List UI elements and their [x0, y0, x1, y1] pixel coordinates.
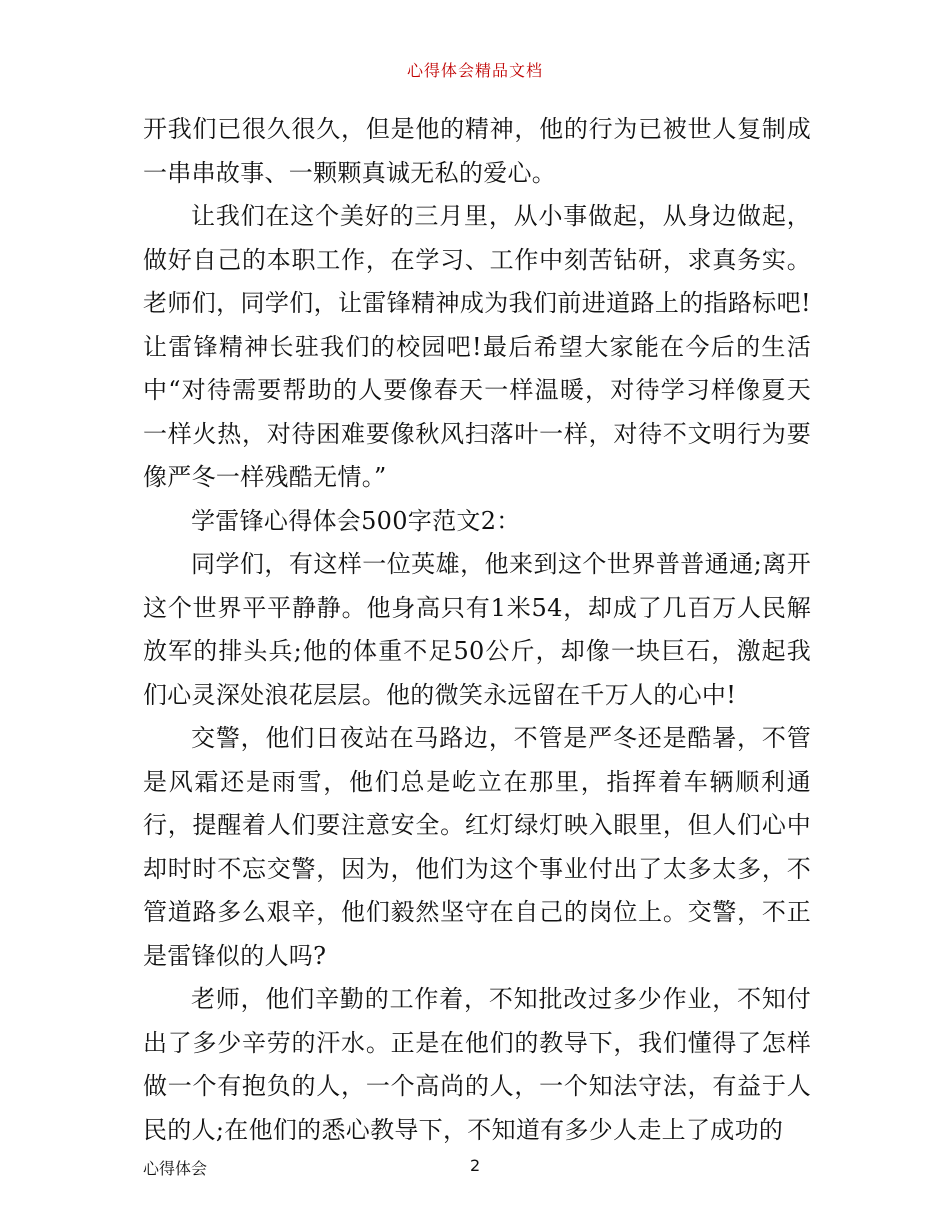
page-number: 2	[470, 1156, 481, 1175]
paragraph-continued: 开我们已很久很久，但是他的精神，他的行为已被世人复制成一串串故事、一颗颗真诚无私的爱心。	[143, 115, 811, 187]
paragraph: 交警，他们日夜站在马路边，不管是严冬还是酷暑，不管是风霜还是雨雪，他们总是屹立在那里，指挥着车辆顺利通行，提醒着人们要注意安全。红灯绿灯映入眼里，但人们心中却时时不忘交警，因为，他们为这个事业付出了太多太多，不管道路多么艰辛，他们毅然坚守在自己的岗位上。交警，不正是雷锋似的人吗?	[143, 724, 811, 970]
page-header-title: 心得体会精品文档	[406, 61, 543, 80]
paragraph: 老师，他们辛勤的工作着，不知批改过多少作业，不知付出了多少辛劳的汗水。正是在他们的教导下，我们懂得了怎样做一个有抱负的人，一个高尚的人，一个知法守法，有益于人民的人;在他们的悉心教导下，不知道有多少人走上了成功的	[143, 985, 811, 1144]
document-body	[143, 108, 811, 1152]
page-footer	[143, 1156, 811, 1180]
section-heading: 学雷锋心得体会500字范文2：	[191, 506, 521, 535]
paragraph: 让我们在这个美好的三月里，从小事做起，从身边做起，做好自己的本职工作，在学习、工作中刻苦钻研，求真务实。老师们，同学们，让雷锋精神成为我们前进道路上的指路标吧!让雷锋精神长驻我们的校园吧!最后希望大家能在今后的生活中“对待需要帮助的人要像春天一样温暖，对待学习样像夏天一样火热，对待困难要像秋风扫落叶一样，对待不文明行为要像严冬一样残酷无情。”	[143, 202, 811, 491]
paragraph: 同学们，有这样一位英雄，他来到这个世界普普通通;离开这个世界平平静静。他身高只有1米54，却成了几百万人民解放军的排头兵;他的体重不足50公斤，却像一块巨石，激起我们心灵深处浪花层层。他的微笑永远留在千万人的心中!	[143, 550, 811, 709]
footer-label: 心得体会	[143, 1159, 208, 1178]
